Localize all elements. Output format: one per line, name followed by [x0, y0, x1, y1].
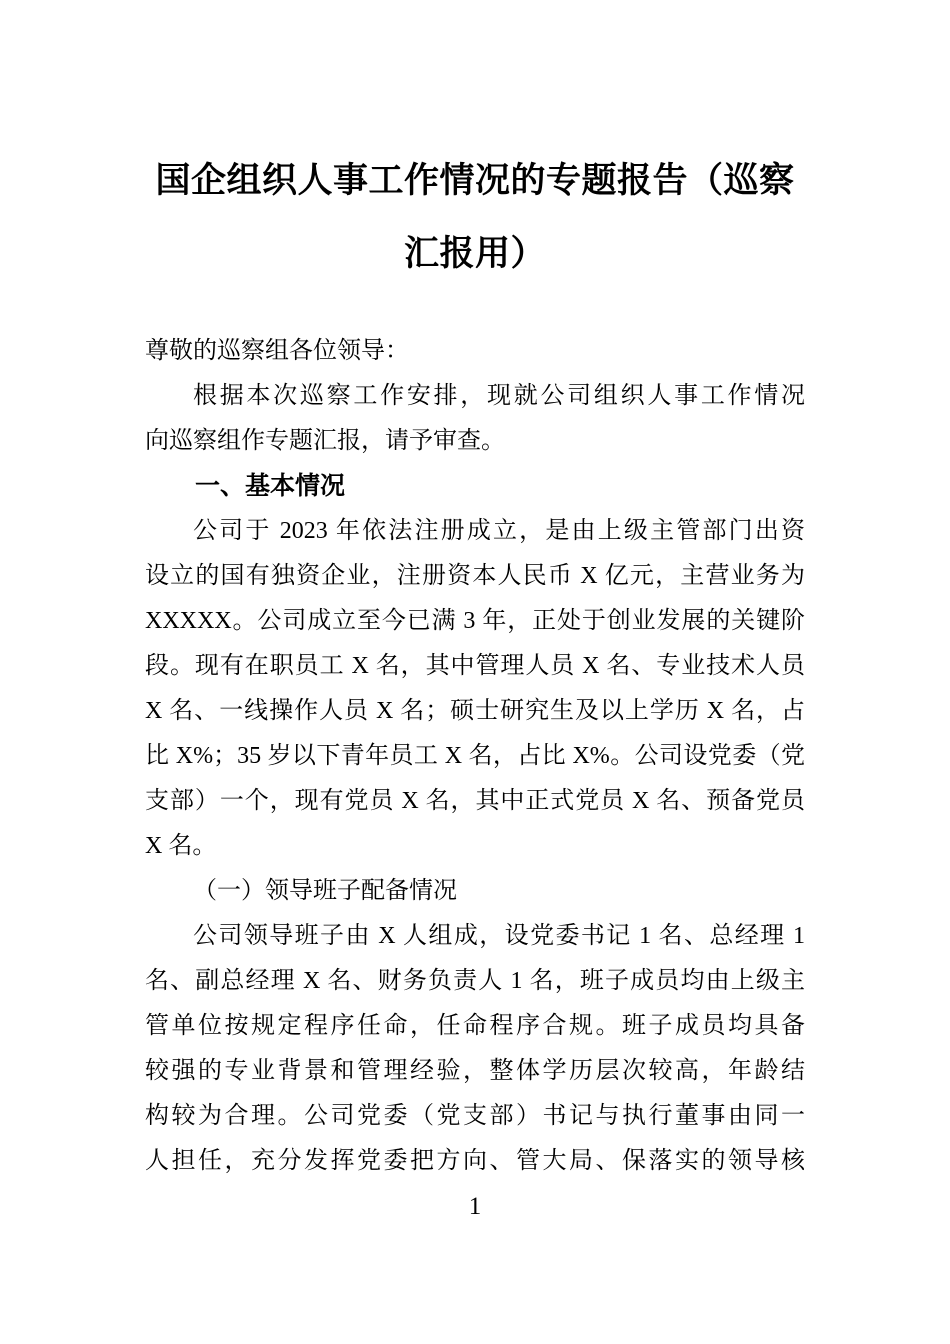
- text-line: 公司领导班子由 X 人组成，设党委书记 1 名、总经理 1: [193, 923, 805, 949]
- page-number: 1: [468, 1193, 482, 1220]
- text-line: 支部）一个，现有党员 X 名，其中正式党员 X 名、预备党员: [145, 788, 805, 814]
- document-title-line-1: 国企组织人事工作情况的专题报告（巡察: [155, 161, 795, 200]
- document-title-line-2: 汇报用）: [403, 234, 546, 273]
- text-line: 向巡察组作专题汇报，请予审查。: [145, 428, 505, 454]
- text-line: 公司于 2023 年依法注册成立，是由上级主管部门出资: [193, 518, 805, 544]
- document-content: [145, 0, 805, 1229]
- text-line: 管单位按规定程序任命，任命程序合规。班子成员均具备: [145, 1013, 805, 1039]
- document-title: [145, 144, 805, 290]
- text-line: 比 X%；35 岁以下青年员工 X 名，占比 X%。公司设党委（党: [145, 743, 805, 769]
- document-body: [145, 329, 805, 1184]
- text-line: 人担任，充分发挥党委把方向、管大局、保落实的领导核: [145, 1148, 805, 1174]
- text-line: 构较为合理。公司党委（党支部）书记与执行董事由同一: [145, 1103, 805, 1129]
- text-line: 较强的专业背景和管理经验，整体学历层次较高，年龄结: [145, 1058, 805, 1084]
- text-line: 设立的国有独资企业，注册资本人民币 X 亿元，主营业务为: [145, 563, 805, 589]
- text-line: 段。现有在职员工 X 名，其中管理人员 X 名、专业技术人员: [145, 653, 805, 679]
- text-line: 根据本次巡察工作安排，现就公司组织人事工作情况: [193, 383, 805, 409]
- text-line: X 名。: [145, 833, 217, 859]
- text-line: XXXXX。公司成立至今已满 3 年，正处于创业发展的关键阶: [145, 608, 805, 634]
- section-heading: 一、基本情况: [195, 472, 346, 500]
- text-line: 名、副总经理 X 名、财务负责人 1 名，班子成员均由上级主: [145, 968, 805, 994]
- text-line: 尊敬的巡察组各位领导：: [145, 338, 409, 364]
- section-heading: （一）领导班子配备情况: [193, 878, 457, 904]
- text-line: X 名、一线操作人员 X 名；硕士研究生及以上学历 X 名，占: [145, 698, 805, 724]
